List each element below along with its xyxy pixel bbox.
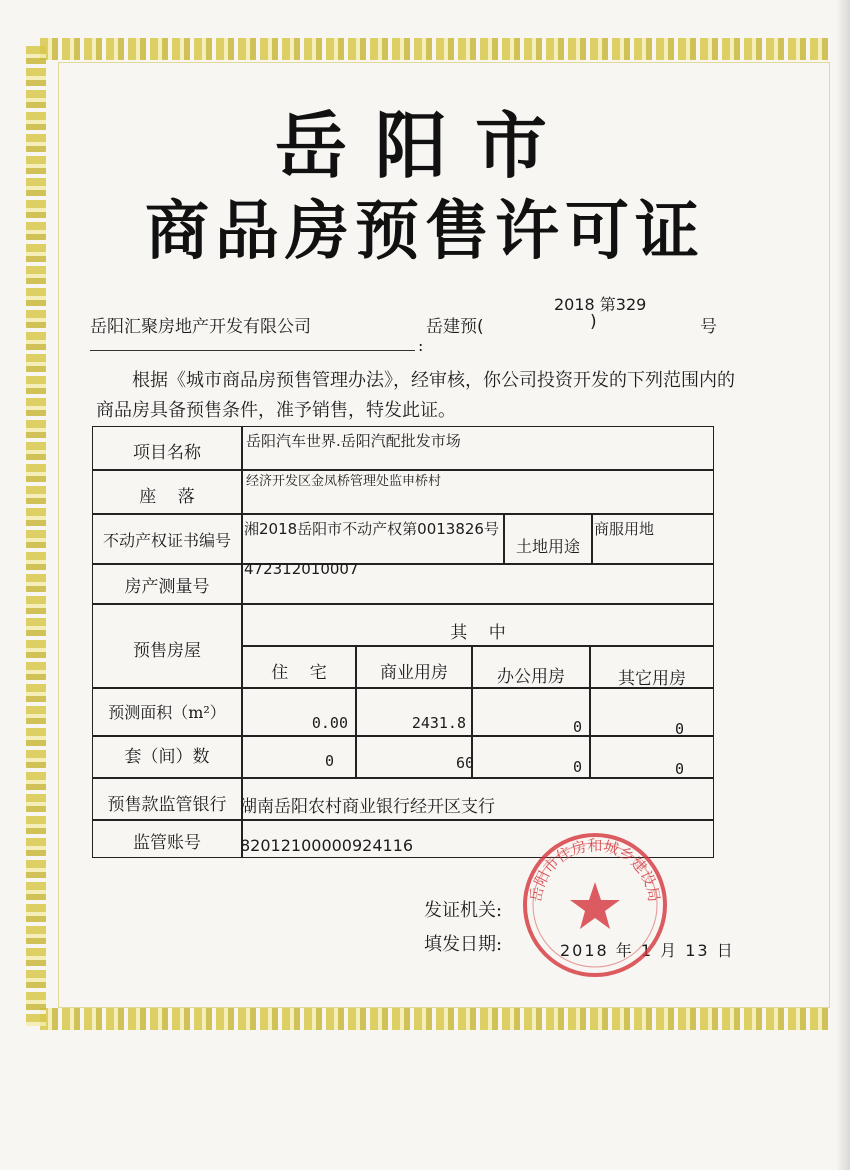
- seal-text: 岳阳市住房和城乡建设局: [526, 836, 664, 904]
- decorative-border-bottom: [40, 1008, 830, 1030]
- units-office: 0: [572, 758, 582, 776]
- date-value: 2018 年 1 月 13 日: [560, 941, 735, 960]
- units-commercial: 60: [455, 754, 474, 772]
- account-label: 监管账号: [133, 833, 201, 853]
- survey-no-value: 472312010007: [244, 560, 359, 578]
- area-label: 预测面积（m²）: [108, 703, 226, 722]
- approval-paragraph: 根据《城市商品房预售管理办法》，经审核，你公司投资开发的下列范围内的商品房具备预售条件，准予销售，特发此证。: [96, 370, 735, 421]
- cert-no-label: 不动产权证书编号: [102, 531, 231, 550]
- location-label: 座 落: [139, 487, 195, 507]
- area-residential: 0.00: [311, 714, 348, 732]
- permit-number: 2018 第329: [554, 295, 647, 314]
- title-city: 岳阳市: [274, 104, 575, 188]
- bank-value: 湖南岳阳农村商业银行经开区支行: [240, 797, 495, 817]
- company-underline: [90, 350, 415, 351]
- project-name-label: 项目名称: [133, 443, 201, 463]
- company-colon: :: [418, 336, 424, 355]
- col-commercial: 商业用房: [380, 663, 448, 683]
- permit-suffix: 号: [700, 317, 717, 337]
- presale-label: 预售房屋: [133, 641, 201, 661]
- date-label: 填发日期:: [424, 934, 503, 955]
- survey-no-label: 房产测量号: [124, 577, 210, 597]
- units-label: 套（间）数: [124, 747, 210, 767]
- company-name: 岳阳汇聚房地产开发有限公司: [90, 317, 311, 337]
- decorative-border-top: [40, 38, 830, 60]
- permit-close: ): [590, 312, 597, 332]
- units-other: 0: [674, 760, 684, 778]
- location-value: 经济开发区金凤桥管理处监申桥村: [246, 474, 442, 489]
- area-other: 0: [674, 720, 684, 738]
- account-value: 82012100000924116: [240, 836, 414, 855]
- area-office: 0: [572, 718, 582, 736]
- area-commercial: 2431.8: [411, 714, 466, 732]
- bank-label: 预售款监管银行: [107, 795, 227, 815]
- permit-prefix: 岳建预(: [426, 317, 484, 337]
- cert-no-value: 湘2018岳阳市不动产权第0013826号: [244, 520, 499, 538]
- official-seal-stamp: [520, 830, 670, 980]
- land-use-value: 商服用地: [594, 520, 655, 538]
- col-office: 办公用房: [497, 667, 565, 687]
- col-residential: 住 宅: [271, 663, 327, 683]
- title-main: 商品房预售许可证: [145, 195, 705, 269]
- project-name-value: 岳阳汽车世界.岳阳汽配批发市场: [246, 432, 461, 450]
- land-use-label: 土地用途: [515, 537, 580, 556]
- among-label: 其 中: [450, 623, 506, 643]
- issuer-label: 发证机关:: [424, 900, 503, 921]
- col-other: 其它用房: [618, 669, 686, 689]
- units-residential: 0: [324, 752, 334, 770]
